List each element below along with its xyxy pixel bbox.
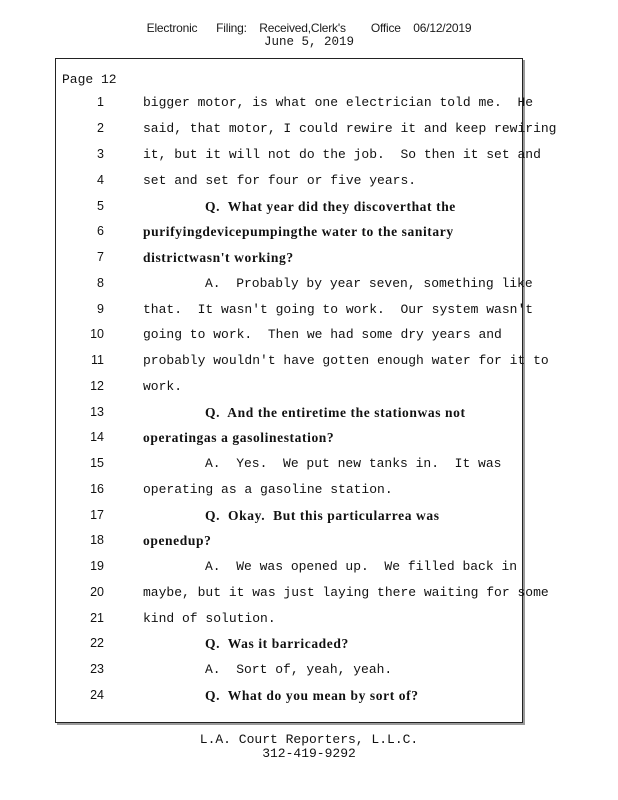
answer-text: A. Yes. We put new tanks in. It was [205,456,502,471]
line-number: 2 [97,121,104,135]
question-text: operatingas a gasolinestation? [143,430,335,445]
reporter-company: L.A. Court Reporters, L.L.C. [199,732,419,747]
line-number: 8 [97,276,104,290]
line-number: 9 [97,302,104,316]
question-text: purifyingdevicepumpingthe water to the sanitary [143,224,454,239]
page-number: Page 12 [62,72,117,87]
line-number: 7 [97,250,104,264]
question-text: Q. Okay. But this particularrea was [205,508,440,523]
line-number: 17 [90,508,104,522]
line-number: 4 [97,173,104,187]
question-text: Q. And the entiretime the stationwas not [205,405,466,420]
reporter-phone: 312-419-9292 [262,746,356,761]
line-text: probably wouldn't have gotten enough water for it to [143,353,549,368]
line-number: 6 [97,224,104,238]
line-number: 1 [97,95,104,109]
question-text: Q. What year did they discoverthat the [205,199,456,214]
question-text: districtwasn't working? [143,250,294,265]
line-number: 14 [90,430,104,444]
line-text: said, that motor, I could rewire it and keep rewiring [143,121,557,136]
line-number: 22 [90,636,104,650]
transcript-page [55,58,557,723]
line-number: 19 [90,559,104,573]
line-number: 15 [90,456,104,470]
question-text: Q. Was it barricaded? [205,636,349,651]
line-number: 18 [90,533,104,547]
line-text: maybe, but it was just laying there waiting for some [143,585,549,600]
line-number: 24 [90,688,104,702]
line-number: 16 [90,482,104,496]
line-number: 5 [97,199,104,213]
question-text: openedup? [143,533,212,548]
line-text: bigger motor, is what one electrician told me. He [143,95,534,110]
line-text: set and set for four or five years. [143,173,417,188]
line-number: 11 [91,353,104,367]
line-number: 20 [90,585,104,599]
line-number: 10 [90,327,104,341]
line-text: kind of solution. [143,611,276,626]
answer-text: A. We was opened up. We filled back in [205,559,518,574]
line-number: 21 [90,611,104,625]
line-number: 12 [90,379,104,393]
question-text: Q. What do you mean by sort of? [205,688,419,703]
line-text: that. It wasn't going to work. Our system wasn't [143,302,534,317]
deposition-date: June 5, 2019 [263,35,354,49]
line-number: 13 [90,405,104,419]
line-text: it, but it will not do the job. So then it set and [143,147,541,162]
answer-text: A. Sort of, yeah, yeah. [205,662,393,677]
line-number: 23 [90,662,104,676]
answer-text: A. Probably by year seven, something like [205,276,533,291]
line-number: 3 [97,147,104,161]
line-text: operating as a gasoline station. [143,482,393,497]
line-text: work. [143,379,183,394]
line-text: going to work. Then we had some dry years and [143,327,502,342]
electronic-filing-stamp: Electronic Filing: Received,Clerk's Office 06/12/2019 [146,21,472,35]
